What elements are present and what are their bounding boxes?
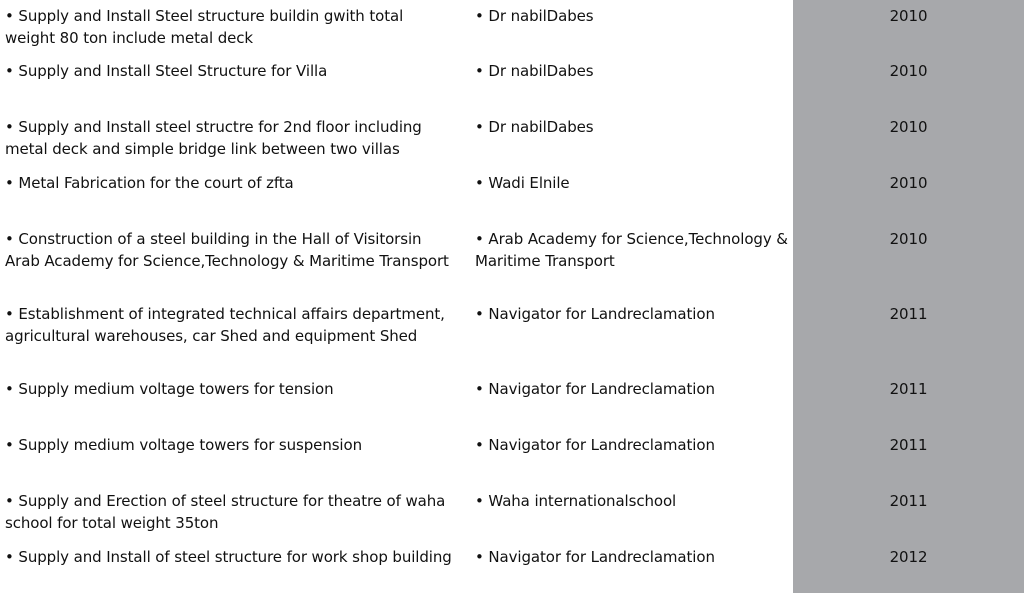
project-description: • Construction of a steel building in the Hall of Visitorsin Arab Academy for Science,Technology & Maritime Transport: [5, 230, 449, 270]
project-year: 2010: [889, 7, 928, 25]
client-name: • Navigator for Landreclamation: [475, 380, 715, 398]
project-year: 2011: [889, 305, 928, 323]
client-name: • Arab Academy for Science,Technology & Maritime Transport: [475, 230, 788, 270]
project-description: • Supply and Install steel structre for 2nd floor including metal deck and simple bridge link between two villas: [5, 118, 422, 158]
client-name: • Dr nabilDabes: [475, 118, 594, 136]
client-name: • Navigator for Landreclamation: [475, 305, 715, 323]
project-description: • Supply and Install Steel structure buildin gwith total weight 80 ton include metal deck: [5, 7, 404, 47]
project-year: 2010: [889, 118, 928, 136]
client-name: • Wadi Elnile: [475, 174, 570, 192]
project-year: 2011: [889, 380, 928, 398]
client-name: • Navigator for Landreclamation: [475, 548, 715, 566]
project-year: 2010: [889, 174, 928, 192]
project-year: 2012: [889, 548, 928, 566]
project-description: • Establishment of integrated technical affairs department, agricultural warehouses, car Shed and equipment Shed: [5, 305, 445, 345]
project-year: 2010: [889, 62, 928, 80]
client-name: • Waha internationalschool: [475, 492, 677, 510]
project-description: • Supply and Erection of steel structure for theatre of waha school for total weight 35ton: [5, 492, 446, 532]
client-name: • Dr nabilDabes: [475, 7, 594, 25]
project-description: • Metal Fabrication for the court of zfta: [5, 174, 294, 192]
project-description: • Supply medium voltage towers for suspension: [5, 436, 362, 454]
project-description: • Supply medium voltage towers for tension: [5, 380, 334, 398]
project-description: • Supply and Install of steel structure for work shop building: [5, 548, 452, 566]
project-year: 2011: [889, 436, 928, 454]
client-name: • Navigator for Landreclamation: [475, 436, 715, 454]
project-year: 2011: [889, 492, 928, 510]
client-name: • Dr nabilDabes: [475, 62, 594, 80]
project-year: 2010: [889, 230, 928, 248]
project-description: • Supply and Install Steel Structure for Villa: [5, 62, 328, 80]
